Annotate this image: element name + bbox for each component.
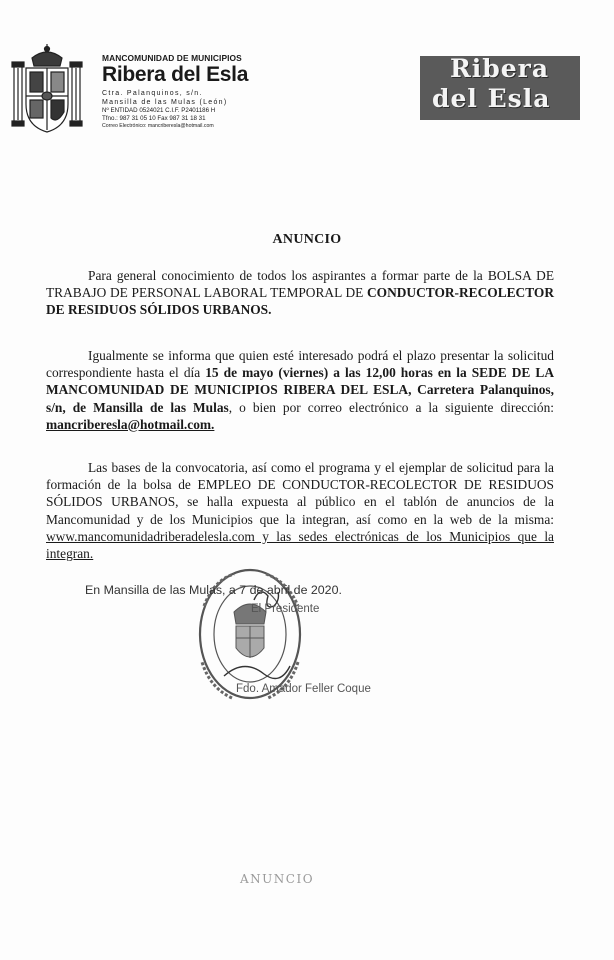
email-link[interactable]: mancriberesla@hotmail.com. (46, 416, 215, 432)
p2-text: Igualmente se informa que quien esté interesado podrá el plazo presentar la solicitud correspondiente hasta el día (46, 348, 554, 381)
p1-text: Para general conocimiento de todos los aspirantes a formar parte de la BOLSA DE TRABAJO DE PERSONAL LABORAL TEMPORAL DE (46, 268, 554, 301)
email-line: Correo Electrónico: mancriberesla@hotmail.com (102, 123, 214, 129)
org-type: MANCOMUNIDAD DE MUNICIPIOS (102, 53, 242, 63)
logo-line-1: Ribera (450, 54, 550, 83)
place-date: En Mansilla de las Mulas, a 7 de abril de 2020. (85, 583, 342, 597)
address-line-2: Mansilla de las Mulas (León) (102, 99, 228, 106)
paragraph-3 (46, 459, 554, 562)
website-link[interactable]: www.mancomunidadriberadelesla.com y las sedes electrónicas de los Municipios que la integran. (46, 528, 554, 562)
address-line-1: Ctra. Palanquinos, s/n. (102, 90, 203, 97)
p2-bold: 15 de mayo (viernes) a las 12,00 horas en la SEDE DE LA MANCOMUNIDAD DE MUNICIPIOS RIBERA DEL ESLA, Carretera Palanquinos, s/n, de Mansilla de las Mulas (46, 365, 554, 415)
document-title: ANUNCIO (272, 232, 342, 247)
p1-bold: CONDUCTOR-RECOLECTOR DE RESIDUOS SÓLIDOS URBANOS. (46, 285, 554, 318)
entity-line: Nº ENTIDAD 0524021 C.I.F. P2401186 H (102, 107, 216, 114)
paragraph-1 (46, 267, 554, 319)
ribera-logo (420, 56, 580, 120)
footer-mark: ANUNCIO (240, 872, 315, 886)
p2-text-2: , o bien por correo electrónico a la siguiente dirección: (228, 399, 554, 415)
paragraph-2 (46, 347, 554, 433)
logo-line-2: del Esla (432, 84, 551, 113)
org-name: Ribera del Esla (102, 63, 249, 86)
organization-header (102, 53, 272, 130)
signer-name: Fdo. Amador Feller Coque (236, 683, 371, 695)
phone-line: Tfno.: 987 31 05 10 Fax 987 31 18 31 (102, 115, 206, 122)
signer-role: El Presidente (251, 603, 320, 615)
coat-of-arms-icon (10, 44, 84, 136)
p3-text: Las bases de la convocatoria, así como el programa y el ejemplar de solicitud para la formación de la bolsa de EMPLEO DE CONDUCTOR-RECOLECTOR DE RESIDUOS SÓLIDOS URBANOS, se halla expuesta al público en el tablón de anuncios de la Mancomunidad y de los Municipios que la integran, así como en la web de la misma: (46, 460, 554, 527)
